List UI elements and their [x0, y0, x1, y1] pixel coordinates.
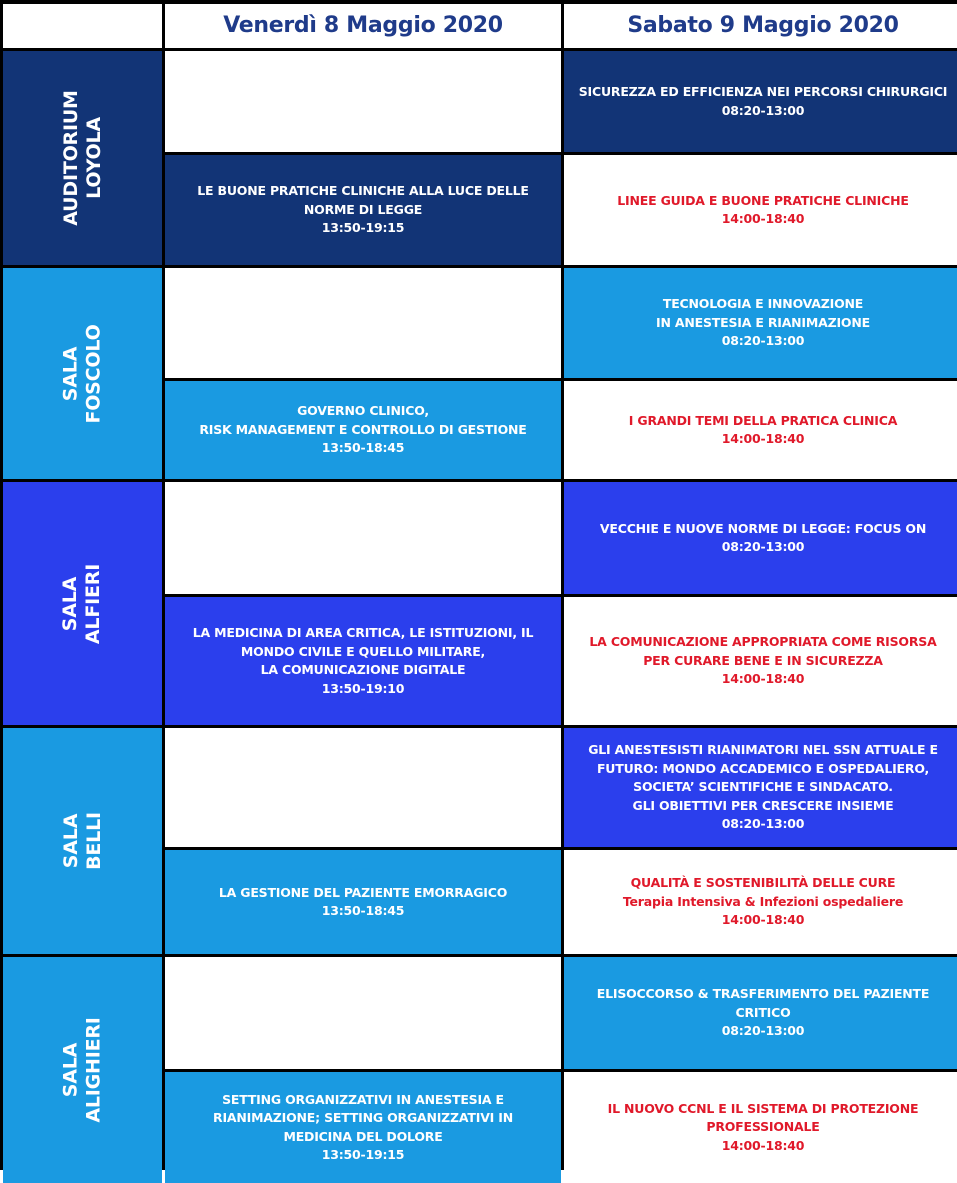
room-label-foscolo	[3, 268, 162, 479]
room-name-line1: AUDITORIUM	[59, 90, 82, 226]
slot-foscolo-fri-morning	[165, 268, 561, 378]
header-day-saturday: Sabato 9 Maggio 2020	[564, 4, 957, 48]
session-time: 13:50-19:10	[321, 680, 405, 696]
session-title-line: I GRANDI TEMI DELLA PRATICA CLINICA	[628, 412, 898, 428]
session-title-line: IN ANESTESIA E RIANIMAZIONE	[656, 314, 870, 330]
slot-belli-fri-morning	[165, 728, 561, 847]
session-time: 08:20-13:00	[721, 539, 805, 554]
session-time: 14:00-18:40	[721, 431, 805, 446]
session-title-line: LA MEDICINA DI AREA CRITICA, LE ISTITUZIONI, IL	[192, 625, 534, 640]
session-title-line: LINEE GUIDA E BUONE PRATICHE CLINICHE	[617, 192, 909, 208]
session-title-line: MEDICINA DEL DOLORE	[283, 1128, 443, 1144]
session-title-line: VECCHIE E NUOVE NORME DI LEGGE: FOCUS ON	[599, 520, 927, 536]
session-title-line: FUTURO: MONDO ACCADEMICO E OSPEDALIERO,	[596, 760, 930, 776]
room-name-line1: SALA	[59, 576, 82, 631]
session-time: 14:00-18:40	[721, 211, 805, 226]
session-title-line: PROFESSIONALE	[706, 1119, 820, 1135]
session-title-line: IL NUOVO CCNL E IL SISTEMA DI PROTEZIONE	[607, 1100, 919, 1116]
header-corner	[3, 4, 162, 48]
room-name-line1: SALA	[59, 1042, 82, 1098]
session-title-line: QUALITÀ E SOSTENIBILITÀ DELLE CURE	[630, 875, 896, 891]
session-title-line: NORME DI LEGGE	[303, 201, 423, 217]
session-title-line: LA GESTIONE DEL PAZIENTE EMORRAGICO	[218, 884, 508, 900]
session-foscolo-fri-afternoon	[165, 381, 561, 479]
session-title-line: RISK MANAGEMENT E CONTROLLO DI GESTIONE	[199, 421, 527, 437]
room-name-line2: BELLI	[82, 812, 105, 870]
session-title-line: LE BUONE PRATICHE CLINICHE ALLA LUCE DELLE	[197, 183, 529, 199]
session-time: 08:20-13:00	[721, 102, 805, 118]
session-alfieri-fri-afternoon	[165, 597, 561, 725]
session-time: 08:20-13:00	[721, 333, 805, 349]
session-time: 14:00-18:40	[721, 1137, 805, 1153]
session-title-line: MONDO CIVILE E QUELLO MILITARE,	[240, 643, 486, 659]
session-subtitle-line: Terapia Intensiva & Infezioni ospedaliere	[622, 893, 904, 909]
session-foscolo-sat-afternoon	[564, 381, 957, 479]
session-time: 08:20-13:00	[721, 1023, 805, 1039]
room-name-line2: ALFIERI	[82, 563, 105, 644]
room-name-line1: SALA	[59, 346, 82, 401]
session-loyola-sat-morning	[564, 51, 957, 152]
session-foscolo-sat-morning	[564, 268, 957, 378]
room-label-belli	[3, 728, 162, 954]
room-name-line2: FOSCOLO	[82, 323, 105, 424]
session-title-line: SETTING ORGANIZZATIVI IN ANESTESIA E	[222, 1091, 504, 1107]
session-alighieri-sat-afternoon	[564, 1072, 957, 1183]
session-loyola-sat-afternoon	[564, 155, 957, 265]
session-time: 13:50-18:45	[321, 903, 405, 918]
session-title-line: RIANIMAZIONE; SETTING ORGANIZZATIVI IN	[213, 1110, 513, 1125]
session-title-line: GLI ANESTESISTI RIANIMATORI NEL SSN ATTUALE E	[588, 742, 938, 758]
room-label-alfieri	[3, 482, 162, 725]
session-time: 14:00-18:40	[721, 912, 805, 928]
session-title-line: SOCIETA’ SCIENTIFICHE E SINDACATO.	[633, 779, 893, 795]
session-belli-sat-afternoon	[564, 850, 957, 954]
session-alighieri-fri-afternoon	[165, 1072, 561, 1183]
session-time: 13:50-18:45	[321, 440, 405, 456]
session-title-line: GLI OBIETTIVI PER CRESCERE INSIEME	[632, 797, 894, 813]
session-title-line: PER CURARE BENE E IN SICUREZZA	[643, 652, 883, 668]
session-alfieri-sat-afternoon	[564, 597, 957, 725]
session-title-line: GOVERNO CLINICO,	[297, 403, 429, 419]
session-title-line: CRITICO	[735, 1004, 791, 1020]
session-time: 13:50-19:15	[321, 220, 405, 236]
session-alighieri-sat-morning	[564, 957, 957, 1069]
room-label-loyola	[3, 51, 162, 265]
room-name-line1: SALA	[59, 813, 82, 869]
session-alfieri-sat-morning	[564, 482, 957, 594]
session-title-line: ELISOCCORSO & TRASFERIMENTO DEL PAZIENTE	[596, 986, 930, 1002]
session-belli-fri-afternoon	[165, 850, 561, 954]
slot-alfieri-fri-morning	[165, 482, 561, 594]
session-title-line: TECNOLOGIA E INNOVAZIONE	[662, 296, 864, 312]
session-title-line: LA COMUNICAZIONE APPROPRIATA COME RISORSA	[589, 634, 937, 650]
room-label-alighieri	[3, 957, 162, 1183]
room-name-line2: LOYOLA	[82, 117, 105, 199]
slot-loyola-fri-morning	[165, 51, 561, 152]
session-time: 14:00-18:40	[721, 671, 805, 687]
room-name-line2: ALIGHIERI	[82, 1017, 105, 1123]
session-title-line: SICUREZZA ED EFFICIENZA NEI PERCORSI CHIRURGICI	[578, 84, 948, 99]
session-time: 13:50-19:15	[321, 1147, 405, 1162]
header-day-friday: Venerdì 8 Maggio 2020	[165, 4, 561, 48]
session-title-line: LA COMUNICAZIONE DIGITALE	[260, 662, 466, 677]
session-loyola-fri-afternoon	[165, 155, 561, 265]
session-belli-sat-morning	[564, 728, 957, 847]
session-time: 08:20-13:00	[721, 816, 805, 832]
slot-alighieri-fri-morning	[165, 957, 561, 1069]
